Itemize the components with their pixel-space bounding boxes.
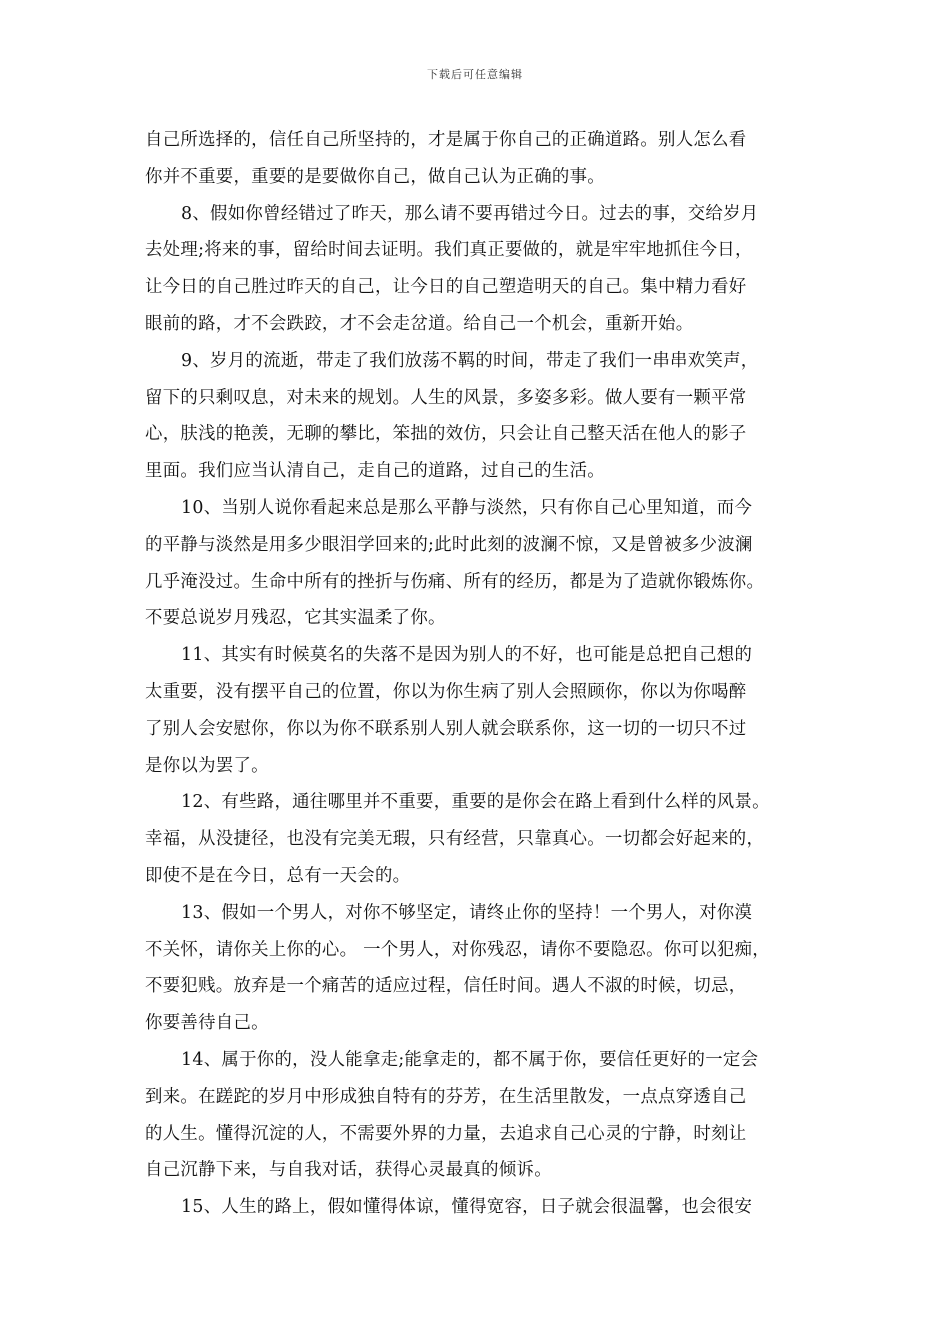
text-line: 眼前的路，才不会跌跤，才不会走岔道。给自己一个机会，重新开始。 [145, 313, 694, 334]
text-line: 几乎淹没过。生命中所有的挫折与伤痛、所有的经历，都是为了造就你锻炼你。 [145, 571, 765, 592]
text-line: 去处理;将来的事，留给时间去证明。我们真正要做的，就是牢牢地抓住今日， [145, 240, 753, 261]
document-body [145, 122, 815, 1226]
text-line: 你要善待自己。 [145, 1013, 269, 1034]
text-line: 即使不是在今日，总有一天会的。 [145, 865, 411, 886]
paragraph-start-line: 13、假如一个男人，对你不够坚定，请终止你的坚持！一个男人，对你漠 [181, 902, 753, 923]
text-line: 让今日的自己胜过昨天的自己，让今日的自己塑造明天的自己。集中精力看好 [145, 277, 747, 298]
page-header: 下载后可任意编辑 [427, 68, 523, 81]
paragraph-start-line: 14、属于你的，没人能拿走;能拿走的，都不属于你，要信任更好的一定会 [181, 1049, 759, 1070]
paragraph-start-line: 9、岁月的流逝，带走了我们放荡不羁的时间，带走了我们一串串欢笑声， [181, 350, 759, 371]
text-line: 自己所选择的，信任自己所坚持的，才是属于你自己的正确道路。别人怎么看 [145, 130, 747, 150]
text-line: 太重要，没有摆平自己的位置，你以为你生病了别人会照顾你，你以为你喝醉 [145, 681, 747, 702]
text-line: 自己沉静下来，与自我对话，获得心灵最真的倾诉。 [145, 1160, 552, 1181]
text-line: 的人生。懂得沉淀的人，不需要外界的力量，去追求自己心灵的宁静，时刻让 [145, 1123, 747, 1144]
paragraph-start-line: 11、其实有时候莫名的失落不是因为别人的不好，也可能是总把自己想的 [181, 645, 753, 666]
paragraph-start-line: 15、人生的路上，假如懂得体谅，懂得宽容，日子就会很温馨，也会很安 [181, 1197, 753, 1218]
text-line: 心，肤浅的艳羡，无聊的攀比，笨拙的效仿，只会让自己整天活在他人的影子 [145, 424, 747, 445]
text-line: 的平静与淡然是用多少眼泪学回来的;此时此刻的波澜不惊，又是曾被多少波澜 [145, 534, 753, 555]
paragraph-start-line: 10、当别人说你看起来总是那么平静与淡然，只有你自己心里知道，而今 [181, 497, 753, 518]
paragraph-start-line: 12、有些路，通往哪里并不重要，重要的是你会在路上看到什么样的风景。 [181, 792, 770, 813]
text-line: 不关怀，请你关上你的心。 一个男人，对你残忍，请你不要隐忍。你可以犯痴， [145, 939, 771, 960]
text-line: 幸福，从没捷径，也没有完美无瑕，只有经营，只靠真心。一切都会好起来的， [145, 829, 765, 850]
text-line: 到来。在蹉跎的岁月中形成独自特有的芬芳，在生活里散发，一点点穿透自己 [145, 1086, 747, 1107]
text-line: 不要总说岁月残忍，它其实温柔了你。 [145, 608, 446, 629]
paragraph-start-line: 8、假如你曾经错过了昨天，那么请不要再错过今日。过去的事，交给岁月 [181, 203, 759, 224]
text-line: 里面。我们应当认清自己，走自己的道路，过自己的生活。 [145, 461, 605, 482]
text-line: 了别人会安慰你，你以为你不联系别人别人就会联系你，这一切的一切只不过 [145, 718, 747, 739]
text-line: 不要犯贱。放弃是一个痛苦的适应过程，信任时间。遇人不淑的时候，切忌， [145, 976, 747, 997]
text-line: 留下的只剩叹息，对未来的规划。人生的风景，多姿多彩。做人要有一颗平常 [145, 387, 747, 408]
text-line: 是你以为罢了。 [145, 755, 269, 776]
text-line: 你并不重要，重要的是要做你自己，做自己认为正确的事。 [145, 166, 605, 187]
